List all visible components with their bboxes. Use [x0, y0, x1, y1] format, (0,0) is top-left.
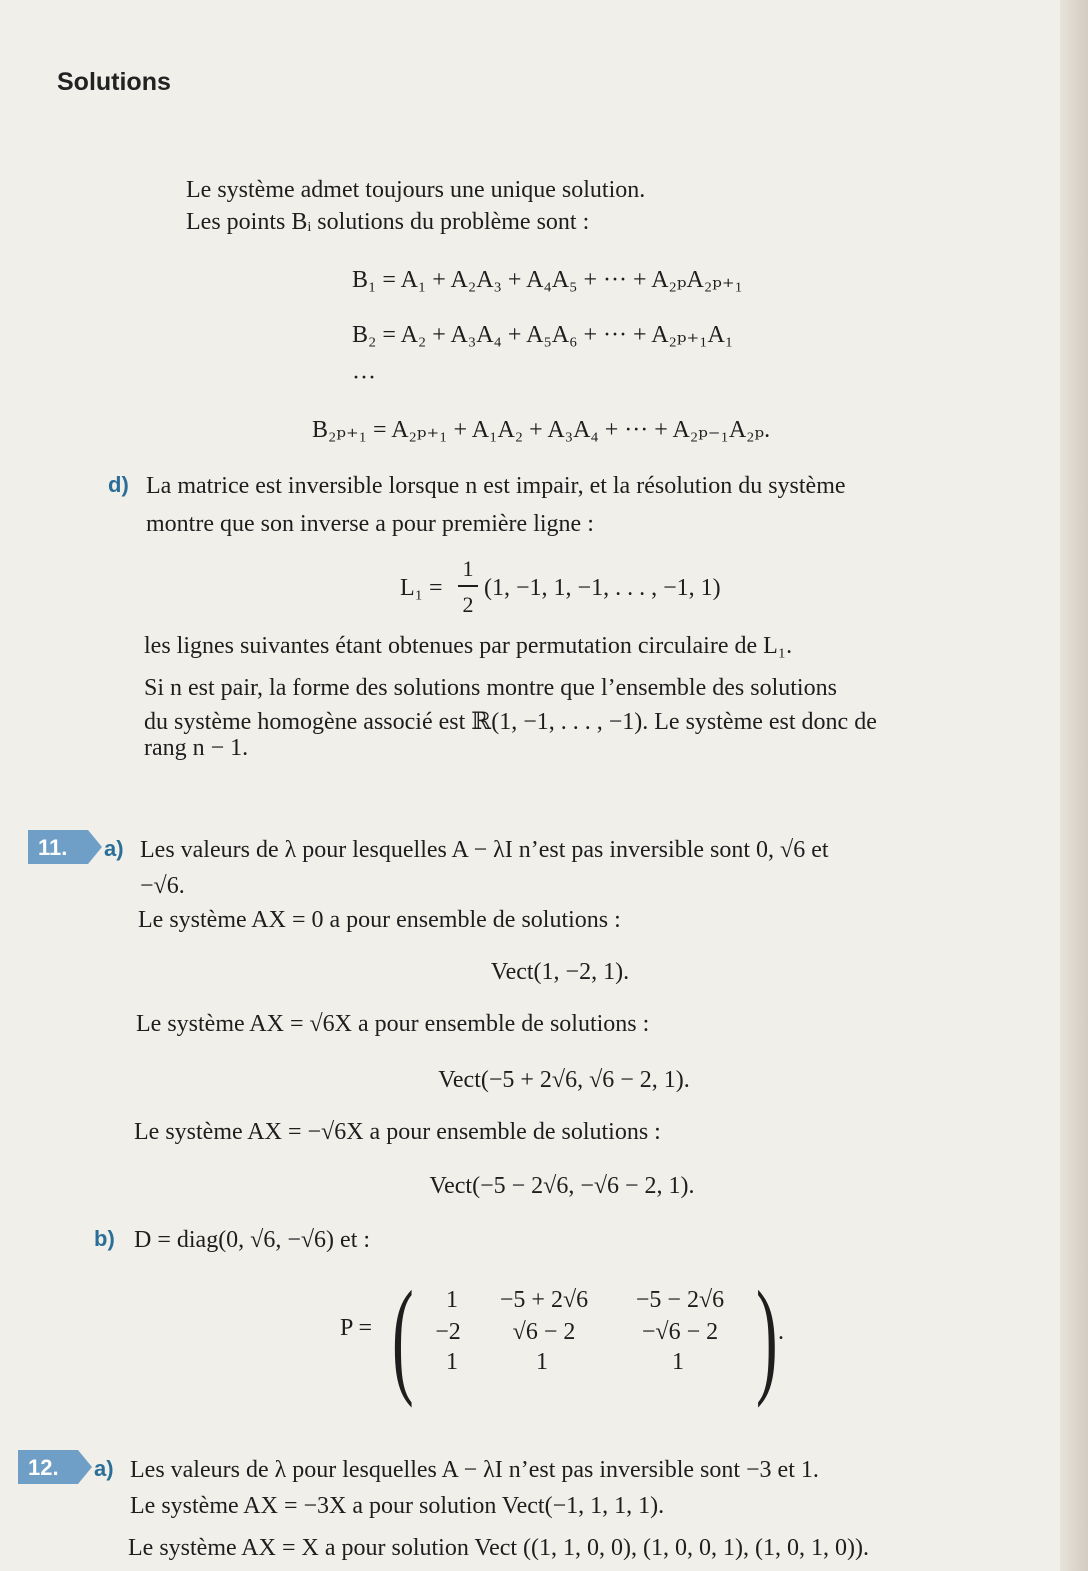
matrix-cell: 1 — [536, 1349, 548, 1375]
part-d-label: d) — [108, 472, 129, 497]
exercise-12-badge — [18, 1450, 90, 1484]
formula-l1-lhs: L₁ = — [400, 575, 443, 601]
exercise-12-badge-arrow — [78, 1450, 92, 1484]
fraction-denominator: 2 — [462, 592, 474, 617]
ex11-vect-3: Vect(−5 − 2√6, −√6 − 2, 1). — [429, 1173, 695, 1199]
matrix-end-period: . — [778, 1319, 784, 1345]
matrix-cell: −5 + 2√6 — [499, 1287, 589, 1313]
formula-l1-rhs: (1, −1, 1, −1, . . . , −1, 1) — [484, 575, 721, 601]
ex11-vect-1: Vect(1, −2, 1). — [490, 959, 630, 985]
fraction-numerator: 1 — [462, 556, 474, 581]
matrix-cell: 1 — [446, 1287, 458, 1313]
part-d-line-6: rang n − 1. — [144, 735, 249, 761]
matrix-cell: 1 — [672, 1349, 684, 1375]
exercise-11-badge — [28, 830, 100, 864]
equation-b2: B₂ = A₂ + A₃A₄ + A₅A₆ + ··· + A₂ₚ₊₁A₁ — [352, 322, 734, 348]
equation-b2p1: B₂ₚ₊₁ = A₂ₚ₊₁ + A₁A₂ + A₃A₄ + ··· + A₂ₚ₋₁A₂ₚ. — [312, 417, 771, 443]
part-d-line-3: les lignes suivantes étant obtenues par permutation circulaire de L₁. — [144, 633, 793, 659]
matrix-p-lhs: P = — [340, 1315, 372, 1341]
fraction-bar — [458, 585, 478, 587]
matrix-cell: √6 − 2 — [512, 1319, 576, 1345]
matrix-cell: −5 − 2√6 — [635, 1287, 725, 1313]
equation-ellipsis: ··· — [352, 365, 376, 391]
ex12-a-line-3: Le système AX = X a pour solution Vect ((1, 1, 0, 0), (1, 0, 0, 1), (1, 0, 1, 0)). — [128, 1535, 869, 1561]
part-d-line-5: du système homogène associé est ℝ(1, −1, . . . , −1). Le système est donc de — [144, 709, 877, 735]
matrix-cell: 1 — [446, 1349, 458, 1375]
page-header: Solutions — [57, 68, 171, 96]
exercise-12-number: 12. — [28, 1455, 59, 1480]
ex11-a-line-5: Le système AX = −√6X a pour ensemble de solutions : — [134, 1119, 661, 1145]
page-gutter-shadow — [1060, 0, 1088, 1571]
part-d-line-4: Si n est pair, la forme des solutions montre que l’ensemble des solutions — [144, 675, 837, 701]
ex11-vect-2: Vect(−5 + 2√6, √6 − 2, 1). — [438, 1067, 690, 1093]
intro-line-2: Les points Bᵢ solutions du problème sont : — [186, 209, 590, 235]
ex11-a-line-1: Les valeurs de λ pour lesquelles A − λI n’est pas inversible sont 0, √6 et — [140, 837, 829, 863]
ex11-a-line-2: −√6. — [140, 873, 185, 899]
matrix-cell: −√6 − 2 — [641, 1319, 719, 1345]
part-d-line-2: montre que son inverse a pour première ligne : — [146, 511, 594, 537]
ex11-a-line-3: Le système AX = 0 a pour ensemble de solutions : — [138, 907, 621, 933]
exercise-11-badge-arrow — [88, 830, 102, 864]
ex11-part-b-label: b) — [94, 1226, 115, 1251]
ex11-b-line-1: D = diag(0, √6, −√6) et : — [134, 1227, 371, 1253]
equation-b1: B₁ = A₁ + A₂A₃ + A₄A₅ + ··· + A₂ₚA₂ₚ₊₁ — [352, 267, 743, 293]
ex12-part-a-label: a) — [94, 1456, 114, 1481]
part-d-line-1: La matrice est inversible lorsque n est impair, et la résolution du système — [146, 473, 846, 499]
ex12-a-line-1: Les valeurs de λ pour lesquelles A − λI n’est pas inversible sont −3 et 1. — [130, 1457, 819, 1483]
ex12-a-line-2: Le système AX = −3X a pour solution Vect(−1, 1, 1, 1). — [130, 1493, 665, 1519]
ex11-a-line-4: Le système AX = √6X a pour ensemble de solutions : — [136, 1011, 650, 1037]
exercise-11-number: 11. — [38, 835, 68, 860]
matrix-left-paren: ( — [392, 1265, 414, 1409]
intro-line-1: Le système admet toujours une unique solution. — [186, 177, 646, 203]
ex11-part-a-label: a) — [104, 836, 124, 861]
matrix-cell: −2 — [435, 1319, 461, 1345]
matrix-right-paren: ) — [756, 1265, 778, 1409]
